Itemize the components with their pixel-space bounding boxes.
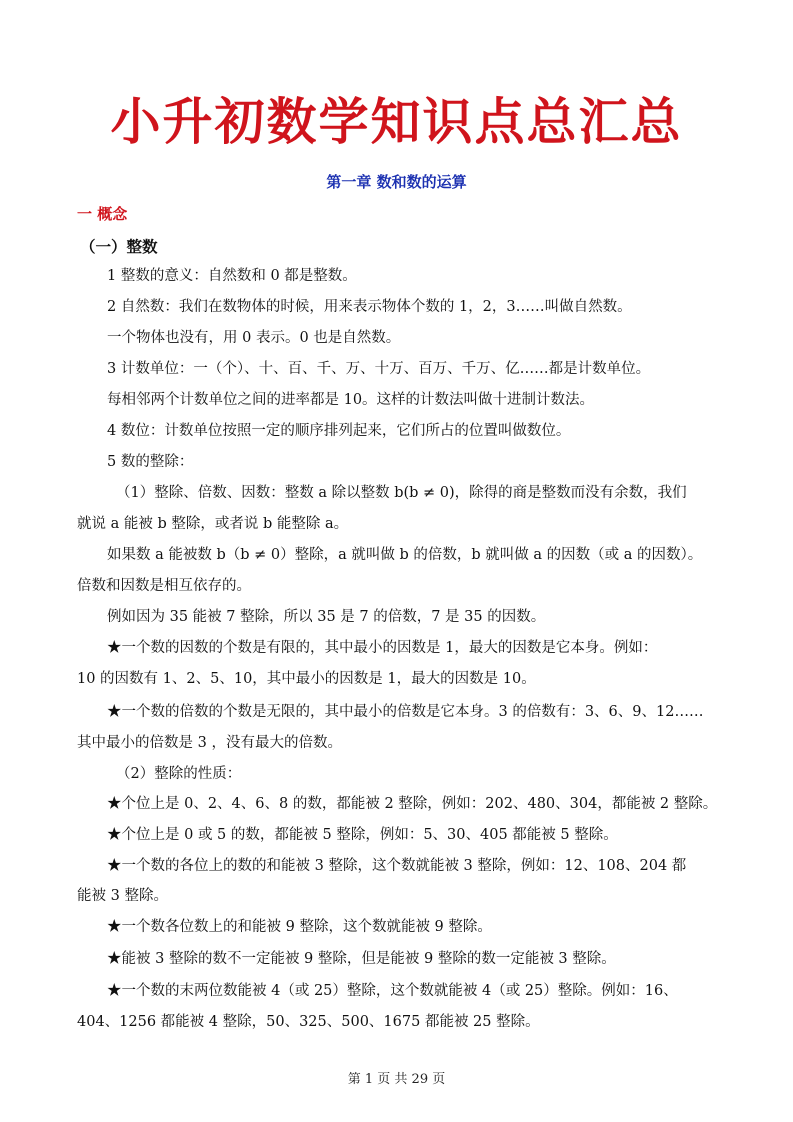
paragraph-line: 一个物体也没有，用 0 表示。0 也是自然数。 bbox=[107, 330, 401, 346]
paragraph-line: 每相邻两个计数单位之间的进率都是 10。这样的计数法叫做十进制计数法。 bbox=[107, 392, 595, 408]
paragraph-line: 3 计数单位：一（个）、十、百、千、万、十万、百万、千万、亿……都是计数单位。 bbox=[107, 361, 651, 377]
paragraph-line: 5 数的整除： bbox=[107, 454, 194, 470]
paragraph-line: （2）整除的性质： bbox=[116, 766, 242, 782]
paragraph-line: ★个位上是 0 或 5 的数，都能被 5 整除，例如：5、30、405 都能被 5 整除。 bbox=[107, 827, 618, 843]
paragraph-line: 如果数 a 能被数 b（b ≠ 0）整除，a 就叫做 b 的倍数，b 就叫做 a 的因数（或 a 的因数）。 bbox=[107, 547, 703, 563]
paragraph-line: 例如因为 35 能被 7 整除，所以 35 是 7 的倍数，7 是 35 的因数。 bbox=[107, 609, 546, 625]
section-heading: 一 概念 bbox=[77, 205, 128, 223]
chapter-heading: 第一章 数和数的运算 bbox=[326, 173, 467, 191]
paragraph-line: 4 数位：计数单位按照一定的顺序排列起来，它们所占的位置叫做数位。 bbox=[107, 423, 571, 439]
paragraph-line: 404、1256 都能被 4 整除，50、325、500、1675 都能被 25 整除。 bbox=[77, 1014, 540, 1030]
page-footer: 第 1 页 共 29 页 bbox=[347, 1072, 446, 1087]
paragraph-line: 就说 a 能被 b 整除，或者说 b 能整除 a。 bbox=[77, 516, 349, 532]
paragraph-line: （1）整除、倍数、因数：整数 a 除以整数 b(b ≠ 0)，除得的商是整数而没有余数，我们 bbox=[116, 485, 687, 501]
paragraph-line: 2 自然数：我们在数物体的时候，用来表示物体个数的 1，2，3……叫做自然数。 bbox=[107, 299, 632, 315]
paragraph-line: 10 的因数有 1、2、5、10，其中最小的因数是 1，最大的因数是 10。 bbox=[77, 671, 536, 687]
paragraph-line: ★一个数的倍数的个数是无限的，其中最小的倍数是它本身。3 的倍数有：3、6、9、12…… bbox=[107, 704, 704, 720]
page-title: 小升初数学知识点总汇总 bbox=[110, 93, 683, 151]
paragraph-line: 倍数和因数是相互依存的。 bbox=[77, 578, 251, 594]
paragraph-line: 能被 3 整除。 bbox=[77, 888, 168, 904]
paragraph-line: 1 整数的意义：自然数和 0 都是整数。 bbox=[107, 268, 357, 284]
paragraph-line: ★一个数的各位上的数的和能被 3 整除，这个数就能被 3 整除，例如：12、108、204 都 bbox=[107, 858, 687, 874]
paragraph-line: ★一个数的因数的个数是有限的，其中最小的因数是 1，最大的因数是它本身。例如： bbox=[107, 640, 658, 656]
subsection-heading: （一）整数 bbox=[80, 237, 158, 256]
paragraph-line: ★一个数各位数上的和能被 9 整除，这个数就能被 9 整除。 bbox=[107, 919, 492, 935]
paragraph-line: ★一个数的末两位数能被 4（或 25）整除，这个数就能被 4（或 25）整除。例如：16、 bbox=[107, 983, 678, 999]
paragraph-line: ★能被 3 整除的数不一定能被 9 整除，但是能被 9 整除的数一定能被 3 整除。 bbox=[107, 951, 616, 967]
paragraph-line: ★个位上是 0、2、4、6、8 的数，都能被 2 整除，例如：202、480、304，都能被 2 整除。 bbox=[107, 796, 718, 812]
paragraph-line: 其中最小的倍数是 3 ，没有最大的倍数。 bbox=[77, 735, 342, 751]
